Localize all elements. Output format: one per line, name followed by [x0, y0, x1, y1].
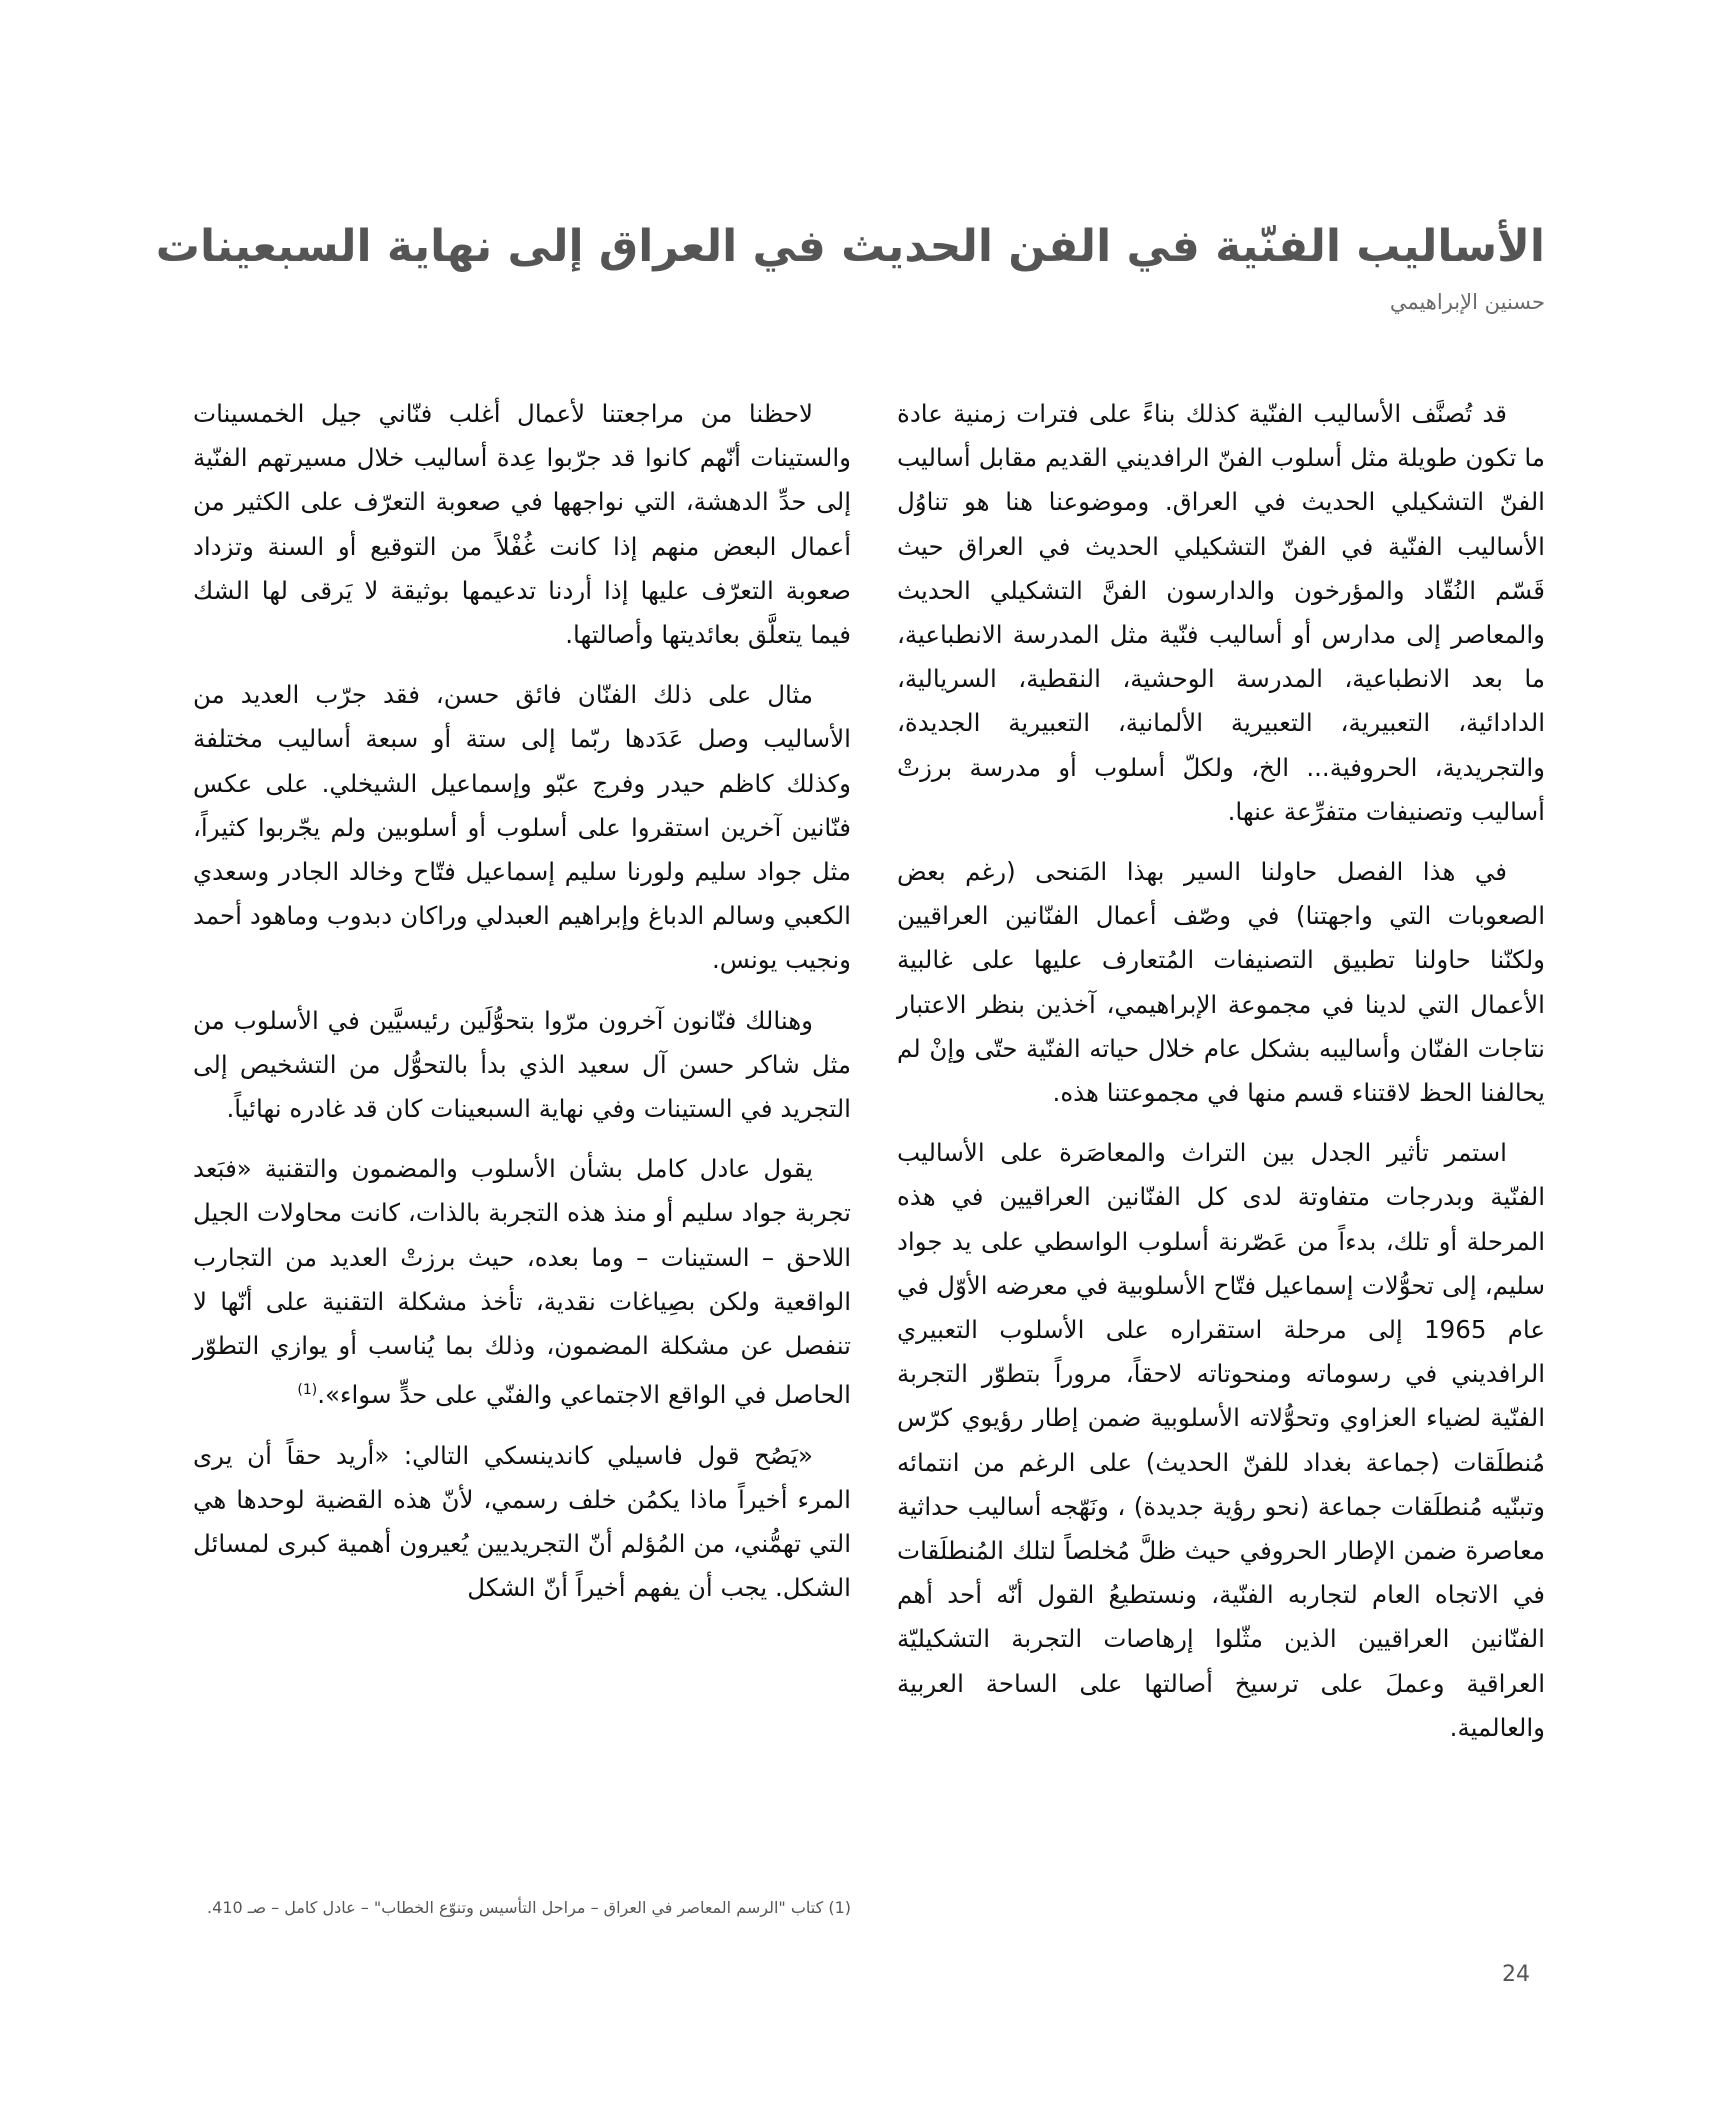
paragraph: مثال على ذلك الفنّان فائق حسن، فقد جرّب العديد من الأساليب وصل عَدَدها ربّما إلى ستة أو سبعة أساليب مختلفة وكذلك كاظم حيدر وفرج عبّو وإسماعيل الشيخلي. على عكس فنّانين آخرين استقروا على أسلوب أو أسلوبين ولم يجّربوا كثيراً، مثل جواد سليم ولورنا سليم إسماعيل فتّاح وخالد الجادر وسعدي الكعبي وسالم الدباغ وإبراهيم العبدلي وراكان دبدوب وماهود أحمد ونجيب يونس. — [193, 680, 851, 975]
paragraph: في هذا الفصل حاولنا السير بهذا المَنحى (رغم بعض الصعوبات التي واجهتنا) في وصّف أعمال الفنّانين العراقيين ولكنّنا حاولنا تطبيق التصنيفات المُتعارف عليها على غالبية الأعمال التي لدينا في مجموعة الإبراهيمي، آخذين بنظر الاعتبار نتاجات الفنّان وأساليبه بشكل عام خلال حياته الفنّية حتّى وإنْ لم يحالفنا الحظ لاقتناء قسم منها في مجموعتنا هذه. — [897, 857, 1545, 1108]
footnote: (1) كتاب "الرسم المعاصر في العراق – مراحل التأسيس وتنوّع الخطاب" – عادل كامل – صـ 410. — [207, 1898, 851, 1917]
paragraph: وهنالك فنّانون آخرون مرّوا بتحوُّلَين رئيسيَّين في الأسلوب من مثل شاكر حسن آل سعيد الذي بدأ بالتحوُّل من التشخيص إلى التجريد في الستينات وفي نهاية السبعينات كان قد غادره نهائياً. — [193, 1005, 851, 1124]
footnote-reference: (1) — [297, 1382, 318, 1399]
paragraph: قد تُصنَّف الأساليب الفنّية كذلك بناءً على فترات زمنية عادة ما تكون طويلة مثل أسلوب الفنّ الرافديني القديم مقابل أساليب الفنّ التشكيلي الحديث في العراق. وموضوعنا هنا هو تناوُل الأساليب الفنّية في الفنّ التشكيلي الحديث في العراق حيث قَسّم النُقّاد والمؤرخون والدارسون الفنَّ التشكيلي الحديث والمعاصر إلى مدارس أو أساليب فنّية مثل المدرسة الانطباعية، ما بعد الانطباعية، المدرسة الوحشية، النقطية، السريالية، الدادائية، التعبيرية، التعبيرية الألمانية، التعبيرية الجديدة، والتجريدية، الحروفية... الخ، ولكلّ أسلوب أو مدرسة برزتْ أساليب وتصنيفات متفرِّعة عنها. — [897, 399, 1545, 826]
paragraph: استمر تأثير الجدل بين التراث والمعاصَرة على الأساليب الفنّية وبدرجات متفاوتة لدى كل الفنّانين العراقيين في هذه المرحلة أو تلك، بدءاً من عَصّرنة أسلوب الواسطي على يد جواد سليم، إلى تحوُّلات إسماعيل فتّاح الأسلوبية في معرضه الأوّل في عام 1965 إلى مرحلة استقراره على الأسلوب التعبيري الرافديني في رسوماته ومنحوتاته لاحقاً، مروراً بتطوّر التجربة الفنّية لضياء العزاوي وتحوُّلاته الأسلوبية ضمن إطار رؤيوي كرّس مُنطلَقات (جماعة بغداد للفنّ الحديث) على الرغم من انتمائه وتبنّيه مُنطلَقات جماعة (نحو رؤية جديدة) ، ونَهّجه أساليب حداثية معاصرة ضمن الإطار الحروفي حيث ظلَّ مُخلصاً لتلك المُنطلَقات في الاتجاه العام لتجاربه الفنّية، ونستطيعُ القول أنّه أحد أهم الفنّانين العراقيين الذين مثّلوا إرهاصات التجربة التشكيليّة العراقية وعملَ على ترسيخ أصالتها على الساحة العربية والعالمية. — [897, 1138, 1546, 1742]
page-title: الأساليب الفنّية في الفن الحديث في العراق إلى نهاية السبعينات — [155, 221, 1545, 273]
left-column — [193, 392, 851, 1626]
paragraph-text: يقول عادل كامل بشأن الأسلوب والمضمون والتقنية «فبَعد تجربة جواد سليم أو منذ هذه التجربة بالذات، كانت محاولات الجيل اللاحق – الستينات – وما بعده، حيث برزتْ العديد من التجارب الواقعية ولكن بصِياغات نقدية، تأخذ مشكلة التقنية على أنّها لا تنفصل عن مشكلة المضمون، وذلك بما يُناسب أو يوازي التطوّر الحاصل في الواقع الاجتماعي والفنّي على حدٍّ سواء». — [193, 1154, 851, 1410]
paragraph: «يَصُح قول فاسيلي كاندينسكي التالي: «أريد حقاً أن يرى المرء أخيراً ماذا يكمُن خلف رسمي، لأنّ هذه القضية لوحدها هي التي تهمُّني، من المُؤلم أنّ التجريديين يُعيرون أهمية كبرى لمسائل الشكل. يجب أن يفهم أخيراً أنّ الشكل — [193, 1440, 851, 1603]
author-name: حسنين الإبراهيمي — [1389, 290, 1545, 314]
right-column — [897, 392, 1545, 1766]
page-number: 24 — [1502, 1962, 1530, 1987]
paragraph: لاحظنا من مراجعتنا لأعمال أغلب فنّاني جيل الخمسينات والستينات أنّهم كانوا قد جرّبوا عِدة أساليب خلال مسيرتهم الفنّية إلى حدِّ الدهشة، التي نواجهها في صعوبة التعرّف على الكثير من أعمال البعض منهم إذا كانت غُفْلاً من التوقيع أو السنة وتزداد صعوبة التعرّف عليها إذا أردنا تدعيمها بوثيقة لا يَرقى لها الشك فيما يتعلَّق بعائديتها وأصالتها. — [193, 399, 851, 650]
paragraph-with-footnote — [193, 1147, 851, 1417]
